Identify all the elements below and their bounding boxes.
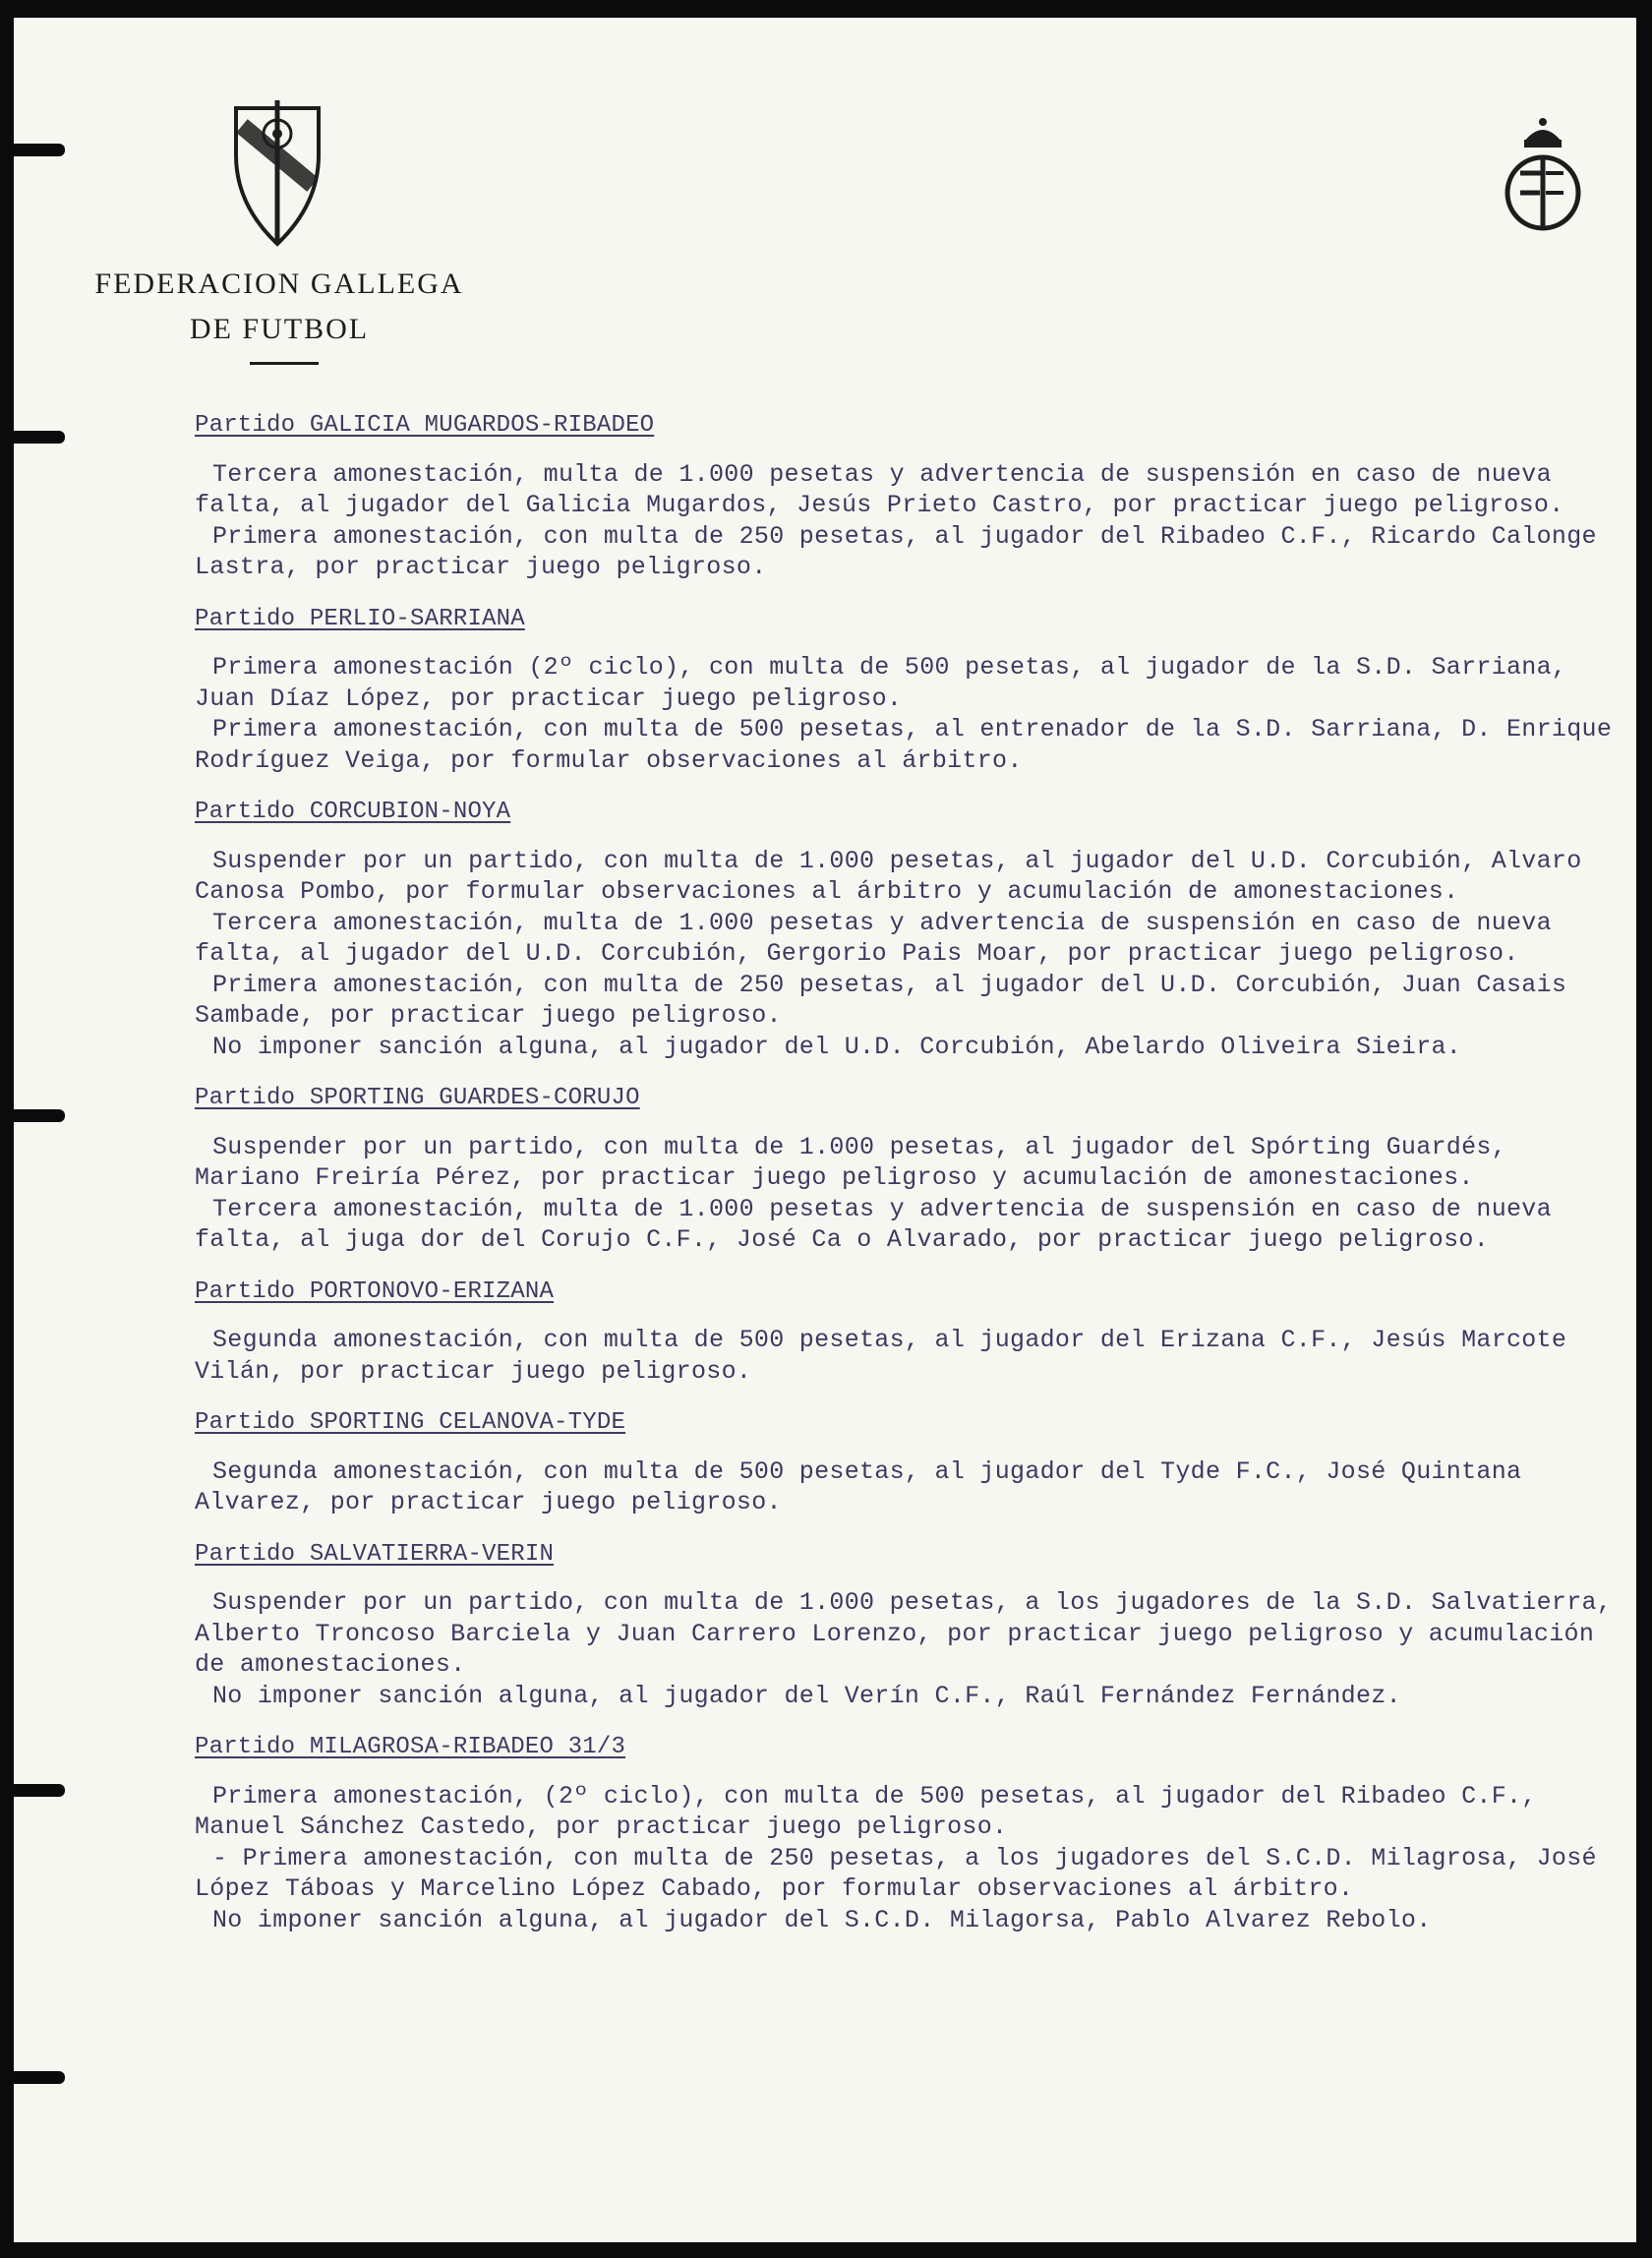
sanction-paragraph: Suspender por un partido, con multa de 1.000 pesetas, al jugador del Spórting Guardés, Mariano Freiría Pérez, por practicar juego peligroso y acumulación de amonestaciones.: [195, 1132, 1507, 1192]
match-title: Partido SPORTING CELANOVA-TYDE: [195, 1409, 626, 1436]
sanction-paragraph: Primera amonestación, (2º ciclo), con multa de 500 pesetas, al jugador del Ribadeo C.F., Manuel Sánchez Castedo, por practicar juego peligroso.: [195, 1781, 1537, 1841]
sanctions-list: [195, 409, 1619, 1955]
shield-emblem-icon: [228, 96, 326, 254]
sanction-paragraph: Tercera amonestación, multa de 1.000 pesetas y advertencia de suspensión en caso de nueva falta, al jugador del Galicia Mugardos, Jesús Prieto Castro, por practicar juego peligroso.: [195, 459, 1564, 519]
document-page: [14, 18, 1636, 2242]
match-title: Partido PERLIO-SARRIANA: [195, 605, 525, 632]
sanction-paragraph: Primera amonestación, con multa de 500 pesetas, al entrenador de la S.D. Sarriana, D. Enrique Rodríguez Veiga, por formular observaciones al árbitro.: [195, 715, 1613, 775]
match-title: Partido SPORTING GUARDES-CORUJO: [195, 1085, 640, 1111]
organization-name: [73, 262, 486, 352]
match-title: Partido MILAGROSA-RIBADEO 31/3: [195, 1734, 626, 1760]
match-title: Partido PORTONOVO-ERIZANA: [195, 1278, 555, 1305]
binder-hole-mark: [14, 1784, 65, 1797]
sanction-paragraph: Segunda amonestación, con multa de 500 pesetas, al jugador del Tyde F.C., José Quintana Alvarez, por practicar juego peligroso.: [195, 1456, 1522, 1516]
sanction-paragraph: Tercera amonestación, multa de 1.000 pesetas y advertencia de suspensión en caso de nueva falta, al jugador del U.D. Corcubión, Gergorio Pais Moar, por practicar juego peligroso.: [195, 908, 1552, 968]
binder-hole-mark: [14, 431, 65, 444]
match-section: [195, 1082, 1619, 1256]
scan-border: [1638, 0, 1652, 2258]
header-divider: [250, 362, 319, 365]
organization-name-line2: DE FUTBOL: [189, 313, 370, 345]
sanction-paragraph: Tercera amonestación, multa de 1.000 pesetas y advertencia de suspensión en caso de nueva falta, al juga dor del Corujo C.F., José Ca o Alvarado, por practicar juego peligroso.: [195, 1194, 1552, 1254]
sanction-paragraph: - Primera amonestación, con multa de 250 pesetas, a los jugadores del S.C.D. Milagrosa, José López Táboas y Marcelino López Cabado, por formular observaciones al árbitro.: [195, 1843, 1597, 1903]
match-title: Partido GALICIA MUGARDOS-RIBADEO: [195, 412, 655, 439]
match-section: [195, 1538, 1619, 1712]
organization-name-line1: FEDERACION GALLEGA: [94, 267, 464, 300]
sanction-paragraph: No imponer sanción alguna, al jugador del S.C.D. Milagorsa, Pablo Alvarez Rebolo.: [212, 1905, 1432, 1934]
match-section: [195, 409, 1619, 583]
match-section: [195, 1276, 1619, 1388]
sanction-paragraph: Primera amonestación, con multa de 250 pesetas, al jugador del U.D. Corcubión, Juan Casais Sambade, por practicar juego peligroso.: [195, 970, 1567, 1030]
sanction-paragraph: Suspender por un partido, con multa de 1.000 pesetas, al jugador del U.D. Corcubión, Alvaro Canosa Pombo, por formular observaciones al árbitro y acumulación de amonestaciones.: [195, 846, 1582, 906]
sanction-paragraph: Primera amonestación (2º ciclo), con multa de 500 pesetas, al jugador de la S.D. Sarriana, Juan Díaz López, por practicar juego peligroso.: [195, 653, 1567, 713]
match-section: [195, 1406, 1619, 1518]
match-section: [195, 603, 1619, 777]
match-section: [195, 796, 1619, 1062]
rfef-crown-emblem-icon: [1499, 116, 1587, 244]
match-title: Partido CORCUBION-NOYA: [195, 799, 511, 825]
sanction-paragraph: Primera amonestación, con multa de 250 pesetas, al jugador del Ribadeo C.F., Ricardo Calonge Lastra, por practicar juego peligroso.: [195, 521, 1597, 581]
sanction-paragraph: Segunda amonestación, con multa de 500 pesetas, al jugador del Erizana C.F., Jesús Marcote Vilán, por practicar juego peligroso.: [195, 1326, 1567, 1386]
match-section: [195, 1731, 1619, 1935]
sanction-paragraph: No imponer sanción alguna, al jugador del U.D. Corcubión, Abelardo Oliveira Sieira.: [212, 1032, 1462, 1061]
sanction-paragraph: Suspender por un partido, con multa de 1.000 pesetas, a los jugadores de la S.D. Salvatierra, Alberto Troncoso Barciela y Juan Carrero Lorenzo, por practicar juego peligroso y acumulación de amonestaciones.: [195, 1588, 1613, 1679]
match-title: Partido SALVATIERRA-VERIN: [195, 1540, 555, 1568]
binder-hole-mark: [14, 2071, 65, 2084]
sanction-paragraph: No imponer sanción alguna, al jugador del Verín C.F., Raúl Fernández Fernández.: [212, 1681, 1401, 1710]
binder-hole-mark: [14, 1109, 65, 1122]
binder-hole-mark: [14, 144, 65, 156]
